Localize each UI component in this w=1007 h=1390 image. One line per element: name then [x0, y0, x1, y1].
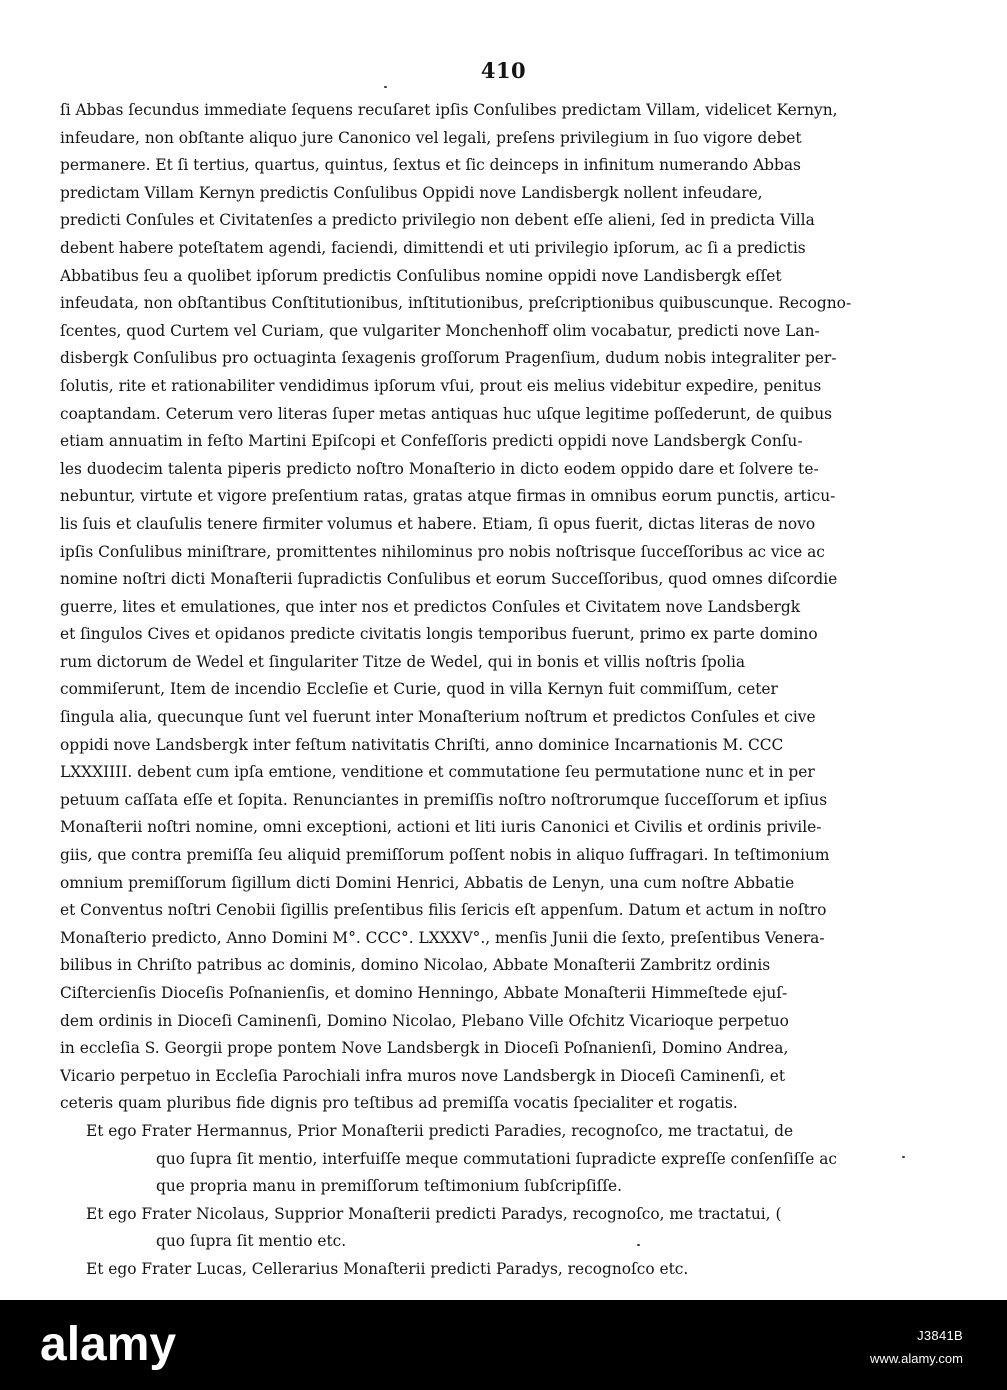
text-line: permanere. Et ſi tertius, quartus, quintus, ſextus et ſic deinceps in infinitum numerando Abbas [60, 156, 801, 175]
text-line: ipſis Conſulibus miniſtrare, promittentes nihilominus pro nobis noſtrisque ſucceſſoribus ac vice ac [60, 542, 825, 561]
text-line: commiſerunt, Item de incendio Eccleſie et Curie, quod in villa Kernyn fuit commiſſum, ceter [60, 680, 778, 699]
text-line: lis ſuis et clauſulis tenere firmiter volumus et habere. Etiam, ſi opus fuerit, dictas literas de novo [60, 514, 816, 533]
signature-line: Et ego Frater Hermannus, Prior Monaſterii predicti Paradies, recognoſco, me tractatui, de [86, 1121, 794, 1140]
text-line: les duodecim talenta piperis predicto noſtro Monaſterio in dicto eodem oppido dare et ſolvere te- [60, 459, 819, 478]
print-speck [384, 86, 387, 88]
print-speck [902, 1156, 905, 1158]
text-line: giis, que contra premiſſa ſeu aliquid premiſſorum poſſent nobis in aliquo ſuffragari. In teſtimonium [60, 846, 830, 865]
signature-line: quo ſupra ſit mentio, interfuiſſe meque commutationi ſupradicte expreſſe conſenſiſſe ac [156, 1149, 837, 1168]
text-line: debent habere poteſtatem agendi, faciendi, dimittendi et uti privilegio ipſorum, ac ſi a predictis [60, 238, 806, 257]
text-line: coaptandam. Ceterum vero literas ſuper metas antiquas huc uſque legitime poſſederunt, de quibus [60, 404, 833, 423]
text-line: predictam Villam Kernyn predictis Conſulibus Oppidi nove Landisbergk nollent infeudare, [60, 183, 763, 202]
text-line: predicti Conſules et Civitatenſes a predicto privilegio non debent eſſe alieni, ſed in predicta Villa [60, 211, 815, 230]
print-speck [637, 1244, 640, 1246]
text-line: ceteris quam pluribus fide dignis pro teſtibus ad premiſſa vocatis ſpecialiter et rogatis. [60, 1094, 738, 1113]
text-line: oppidi nove Landsbergk inter feſtum nativitatis Chriſti, anno dominice Incarnationis M. CCC [60, 735, 784, 754]
alamy-logo [40, 1316, 280, 1376]
text-line: Abbatibus ſeu a quolibet ipſorum predictis Conſulibus nomine oppidi nove Landisbergk eſſet [60, 266, 782, 285]
text-line: LXXXIIII. debent cum ipſa emtione, venditione et commutatione ſeu permutatione nunc et in per [60, 763, 815, 782]
charter-body [60, 97, 940, 1284]
signature-line: Et ego Frater Lucas, Cellerarius Monaſterii predicti Paradys, recognoſco etc. [86, 1259, 689, 1278]
stock-url: www.alamy.com [870, 1351, 963, 1366]
signature-line: quo ſupra ſit mentio etc. [156, 1232, 347, 1251]
text-line: Vicario perpetuo in Eccleſia Parochiali infra muros nove Landsbergk in Dioceſi Caminenſi, et [60, 1066, 786, 1085]
text-line: disbergk Conſulibus pro octuaginta ſexagenis groſſorum Pragenſium, dudum nobis integraliter per- [60, 349, 837, 368]
text-line: infeudare, non obſtante aliquo jure Canonico vel legali, preſens privilegium in ſuo vigore debet [60, 128, 802, 147]
page-number: 410 [480, 58, 527, 83]
text-line: nomine noſtri dicti Monaſterii ſupradictis Conſulibus et eorum Succeſſoribus, quod omnes diſcordie [60, 570, 838, 589]
text-line: dem ordinis in Dioceſi Caminenſi, Domino Nicolao, Plebano Ville Ofchitz Vicarioque perpetuo [60, 1011, 789, 1030]
text-line: nebuntur, virtute et vigore preſentium ratas, gratas atque firmas in omnibus eorum punctis, articu- [60, 487, 836, 506]
alamy-logo-text: alamy [40, 1318, 177, 1371]
text-line: Ciſtercienſis Dioceſis Poſnanienſis, et domino Henningo, Abbate Monaſterii Himmeſtede ejuſ- [60, 984, 788, 1002]
text-line: etiam annuatim in feſto Martini Epiſcopi et Confeſſoris predicti oppidi nove Landsbergk Conſu- [60, 432, 803, 451]
text-line: ſi Abbas ſecundus immediate ſequens recuſaret ipſis Conſulibes predictam Villam, videlicet Kernyn, [60, 101, 838, 119]
signature-line: Et ego Frater Nicolaus, Supprior Monaſterii predicti Paradys, recognoſco, me tractatui, ( [86, 1204, 782, 1223]
text-line: guerre, lites et emulationes, que inter nos et predictos Conſules et Civitatem nove Landsbergk [60, 597, 801, 616]
text-line: ſcentes, quod Curtem vel Curiam, que vulgariter Monchenhoff olim vocabatur, predicti nove Lan- [60, 321, 820, 340]
text-line: infeudata, non obſtantibus Conſtitutionibus, inſtitutionibus, preſcriptionibus quibuscunque. Recogno- [60, 294, 852, 313]
text-line: in eccleſia S. Georgii prope pontem Nove Landsbergk in Dioceſi Poſnanienſi, Domino Andrea, [60, 1039, 789, 1058]
text-line: Monaſterii noſtri nomine, omni exceptioni, actioni et liti iuris Canonici et Civilis et ordinis privile- [60, 818, 822, 837]
text-line: et ſingulos Cives et opidanos predicte civitatis longis temporibus fuerunt, primo ex parte domino [60, 625, 818, 644]
text-line: ſingula alia, quecunque ſunt vel fuerunt inter Monaſterium noſtrum et predictos Conſules et cive [60, 708, 816, 727]
text-line: petuum caſſata eſſe et ſopita. Renunciantes in premiſſis noſtro noſtrorumque ſucceſſorum et ipſius [60, 790, 828, 809]
text-line: Monaſterio predicto, Anno Domini M°. CCC°. LXXXV°., menſis Junii die ſexto, preſentibus Venera- [60, 928, 825, 947]
text-line: bilibus in Chriſto patribus ac dominis, domino Nicolao, Abbate Monaſterii Zambritz ordinis [60, 956, 771, 975]
text-line: ſolutis, rite et rationabiliter vendidimus ipſorum vſui, prout eis melius videbitur expedire, penitus [60, 376, 822, 395]
text-line: rum dictorum de Wedel et ſingulariter Titze de Wedel, qui in bonis et villis noſtris ſpolia [60, 652, 746, 671]
signature-line: que propria manu in premiſſorum teſtimonium ſubſcripſiſſe. [156, 1177, 623, 1196]
text-line: et Conventus noſtri Cenobii ſigillis preſentibus filis ſericis eſt appenſum. Datum et actum in noſtro [60, 901, 827, 920]
stock-image-id: J3841B [917, 1328, 963, 1343]
text-line: omnium premiſſorum ſigillum dicti Domini Henrici, Abbatis de Lenyn, una cum noſtre Abbatie [60, 873, 795, 892]
